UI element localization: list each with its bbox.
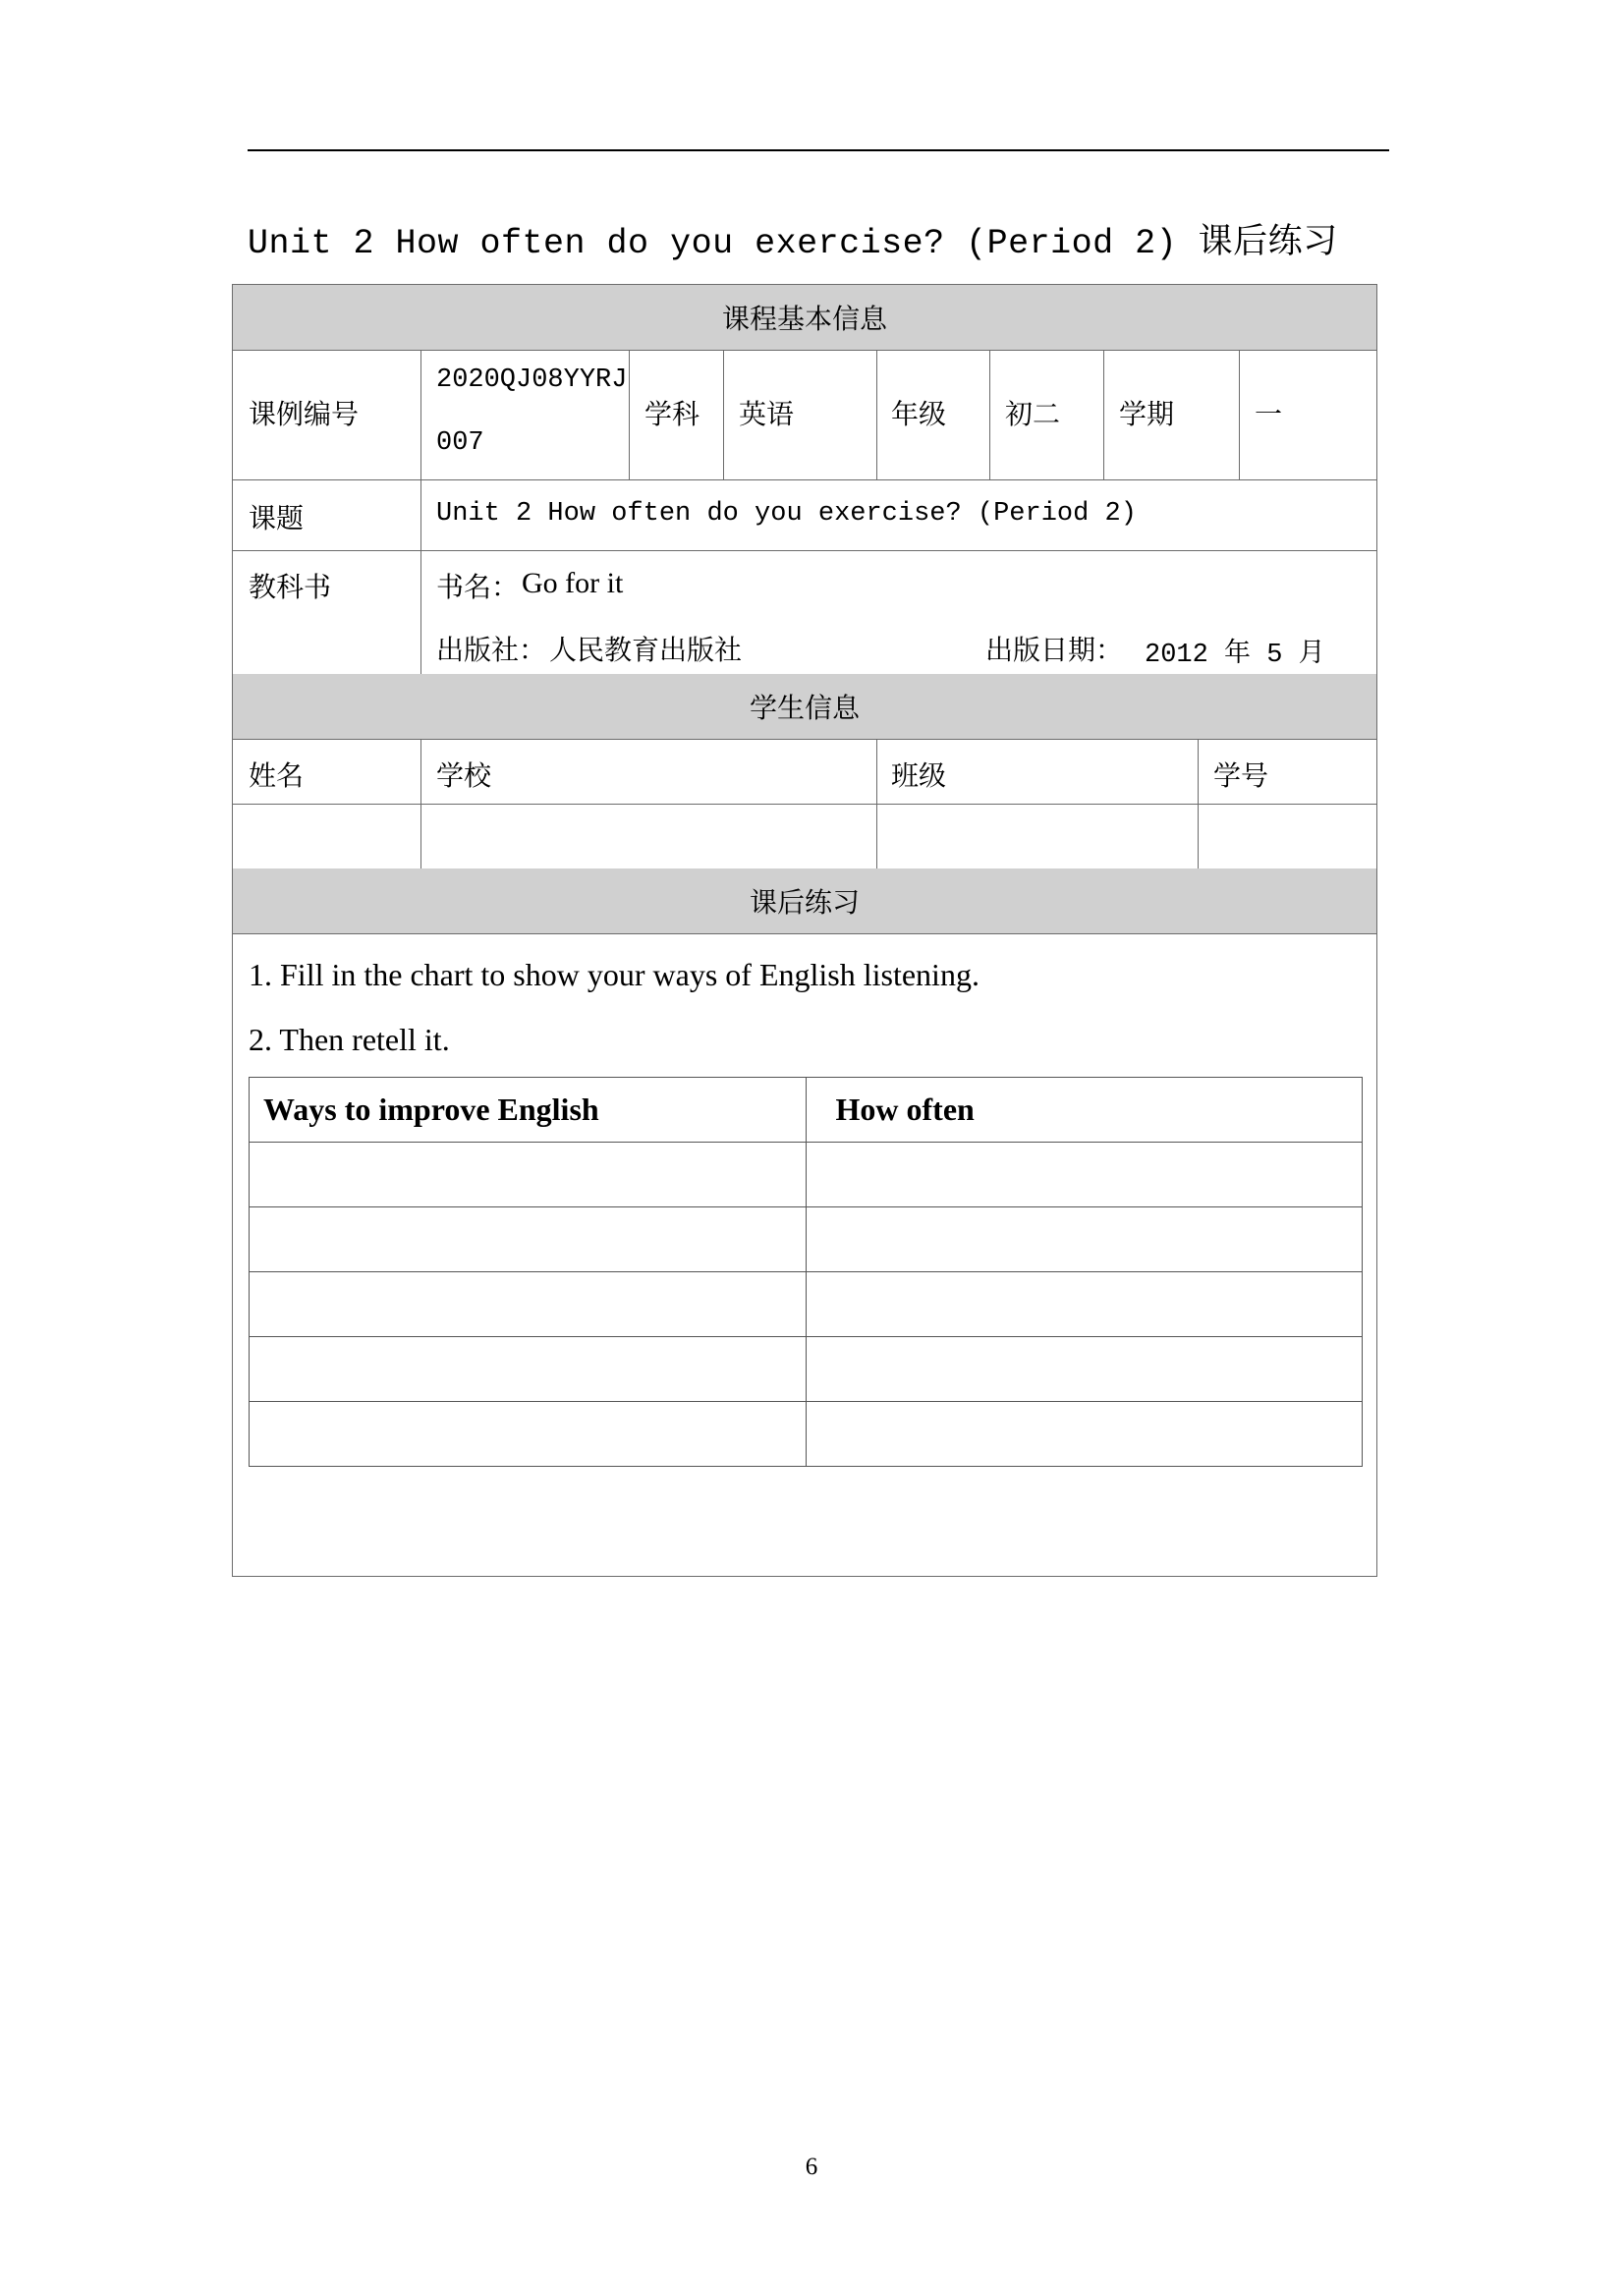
pub-date-value: 2012 年 5 月: [1145, 641, 1325, 670]
how-often-cell[interactable]: [806, 1207, 1363, 1272]
table-row: [250, 1272, 1363, 1337]
ways-cell[interactable]: [250, 1143, 807, 1207]
how-often-header: How often: [806, 1078, 1363, 1143]
instruction-1: 1. Fill in the chart to show your ways of English listening.: [249, 957, 979, 992]
book-name-value: Go for it: [522, 567, 624, 599]
table-row: [250, 1143, 1363, 1207]
instruction-2: 2. Then retell it.: [249, 1022, 450, 1057]
course-id-label: 课例编号: [249, 398, 360, 430]
page-number: 6: [805, 2154, 818, 2180]
divider: [989, 350, 990, 479]
ways-cell[interactable]: [250, 1272, 807, 1337]
document-title: Unit 2 How often do you exercise? (Period 2) 课后练习: [248, 224, 1338, 263]
ways-cell[interactable]: [250, 1337, 807, 1402]
grade-value: 初二: [1005, 398, 1061, 430]
ways-cell[interactable]: [250, 1207, 807, 1272]
how-often-cell[interactable]: [806, 1402, 1363, 1467]
subject-label: 学科: [644, 398, 700, 430]
topic-label: 课题: [249, 502, 305, 534]
student-name-label: 姓名: [249, 759, 305, 792]
divider: [233, 479, 1376, 480]
course-id-value-line1: 2020QJ08YYRJ: [436, 365, 628, 395]
grade-label: 年级: [891, 398, 947, 430]
topic-value: Unit 2 How often do you exercise? (Period 2): [436, 499, 1137, 529]
ways-header: Ways to improve English: [250, 1078, 807, 1143]
publisher-value: 人民教育出版社: [549, 634, 743, 666]
publisher-label: 出版社：: [436, 634, 547, 666]
course-info-header: 课程基本信息: [233, 285, 1376, 350]
subject-value: 英语: [739, 398, 795, 430]
how-often-cell[interactable]: [806, 1272, 1363, 1337]
term-value: 一: [1255, 398, 1283, 430]
course-id-value-line2: 007: [436, 428, 484, 458]
homework-header: 课后练习: [233, 868, 1376, 933]
table-row: [250, 1402, 1363, 1467]
pub-date-label: 出版日期：: [985, 634, 1124, 666]
student-school-label: 学校: [436, 759, 492, 792]
student-info-header: 学生信息: [233, 674, 1376, 739]
divider: [233, 350, 1376, 351]
divider: [233, 550, 1376, 551]
header-rule: [248, 149, 1389, 151]
divider: [420, 739, 421, 868]
lesson-info-sheet: [232, 284, 1377, 1577]
how-often-cell[interactable]: [806, 1143, 1363, 1207]
book-name-label: 书名：: [436, 571, 520, 603]
ways-cell[interactable]: [250, 1402, 807, 1467]
divider: [233, 933, 1376, 934]
divider: [723, 350, 724, 479]
divider: [1239, 350, 1240, 479]
student-class-label: 班级: [891, 759, 947, 792]
divider: [233, 739, 1376, 740]
divider: [233, 804, 1376, 805]
table-header-row: [250, 1078, 1363, 1143]
ways-table: [249, 1077, 1363, 1467]
textbook-label: 教科书: [249, 571, 332, 603]
table-row: [250, 1337, 1363, 1402]
divider: [1198, 739, 1199, 868]
divider: [876, 350, 877, 479]
divider: [1103, 350, 1104, 479]
term-label: 学期: [1119, 398, 1175, 430]
divider: [420, 350, 421, 674]
student-number-label: 学号: [1213, 759, 1269, 792]
how-often-cell[interactable]: [806, 1337, 1363, 1402]
divider: [629, 350, 630, 479]
table-row: [250, 1207, 1363, 1272]
divider: [876, 739, 877, 868]
